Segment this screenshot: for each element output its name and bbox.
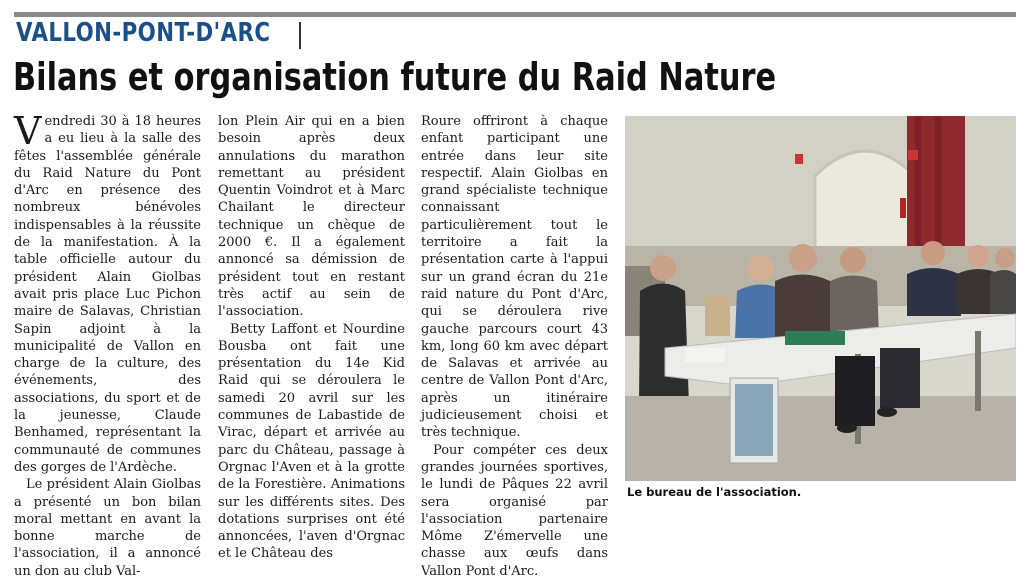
article-column-2: [218, 113, 405, 563]
article-column-3: [421, 113, 608, 580]
photo-caption: Le bureau de l'association.: [627, 485, 802, 499]
paragraph: Le président Alain Giolbas a présenté un bon bilan moral mettant en avant la bonne marche de l'association, il a annoncé un don au club Val-: [14, 477, 201, 579]
paragraph: Vendredi 30 à 18 heures a eu lieu à la salle des fêtes l'assemblée générale du Raid Nature du Pont d'Arc en présence des nombreux bénévoles indispensables à la réussite de la manifestation. À la table officielle autour du président Alain Giolbas avait pris place Luc Pichon maire de Salavas, Christian Sapin adjoint à la municipalité de Vallon en charge de la culture, des événements, des associations, du sport et de la jeunesse, Claude Benhamed, représentant la communauté de communes des gorges de l'Ardèche.: [14, 109, 201, 475]
paragraph: lon Plein Air qui en a bien besoin après deux annulations du marathon remettant au président Quentin Voindrot et à Marc Chailant le directeur technique un chèque de 2000 €. Il a également annoncé sa démission de président tout en restant très actif au sein de l'association.: [218, 114, 405, 320]
paragraph: Roure offriront à chaque enfant participant une entrée dans leur site respectif. Alain Giolbas en grand spécialiste technique connaissant particulièrement tout le territoire a fait la présentation carte à l'appui sur un grand écran du 21e raid nature du Pont d'Arc, qui se déroulera rive gauche parcours court 43 km, long 60 km avec départ de Salavas et arrivée au centre de Vallon Pont d'Arc, après un itinéraire judicieusement choisi et très technique.: [421, 114, 608, 441]
rubric-divider: [299, 22, 301, 49]
article-column-1: [14, 109, 201, 580]
article-headline: Bilans et organisation future du Raid Nature: [13, 55, 777, 99]
top-rule: [14, 12, 1016, 17]
section-rubric: VALLON-PONT-D'ARC: [16, 18, 271, 48]
paragraph: Pour compéter ces deux grandes journées sportives, le lundi de Pâques 22 avril sera organisé par l'association partenaire Môme Z'émervelle une chasse aux œufs dans Vallon Pont d'Arc.: [421, 442, 608, 579]
article-photo: [625, 116, 1016, 481]
drop-cap: V: [14, 109, 42, 153]
paragraph: Betty Laffont et Nourdine Bousba ont fait une présentation du 14e Kid Raid qui se déroulera le samedi 20 avril sur les communes de Labastide de Virac, départ et arrivée au parc du Château, passage à Orgnac l'Aven et à la grotte de la Forestière. Animations sur les différents sites. Des dotations surprises ont été annoncées, l'aven d'Orgnac et le Château des: [218, 321, 405, 562]
